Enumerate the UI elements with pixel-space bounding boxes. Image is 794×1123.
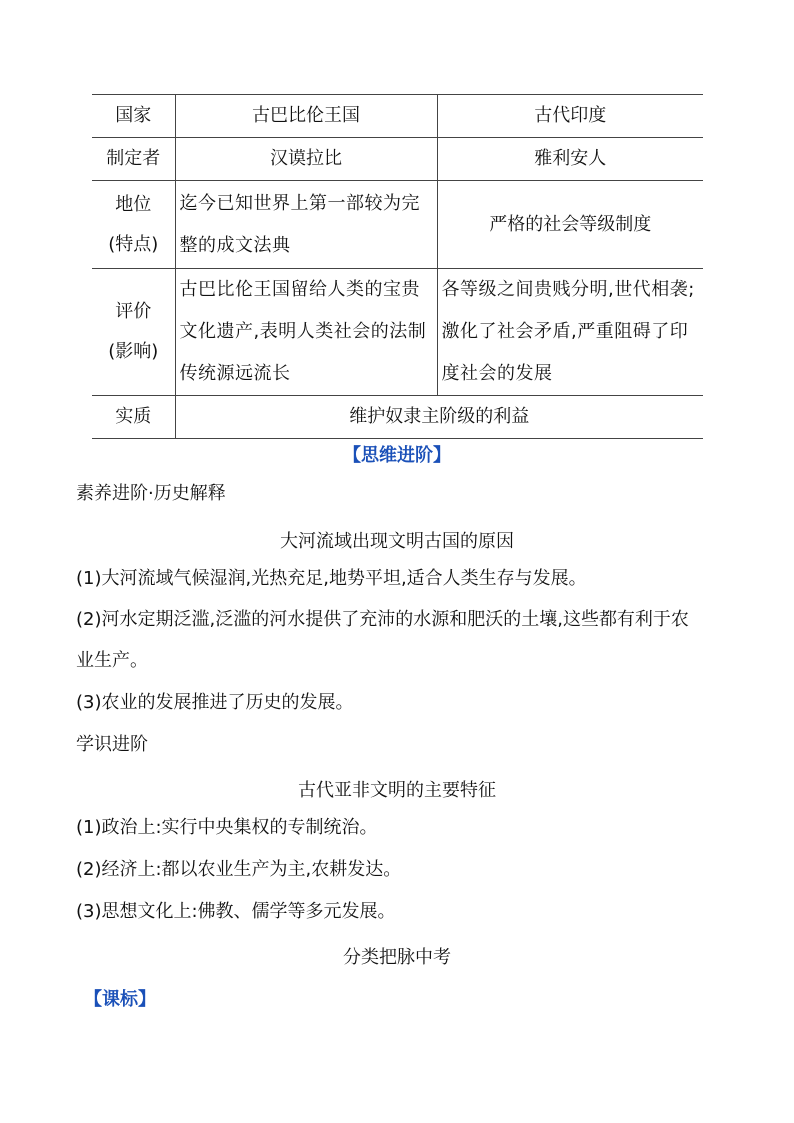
header-india: 古代印度 bbox=[437, 95, 703, 138]
eval-india-line-3: 度社会的发展 bbox=[441, 363, 553, 384]
essence-value: 维护奴隶主阶级的利益 bbox=[175, 396, 703, 439]
header-babylon: 古巴比伦王国 bbox=[175, 95, 437, 138]
knowledge-item-2: (2)经济上:都以农业生产为主,农耕发达。 bbox=[76, 859, 402, 880]
eval-babylon-line-3: 传统源远流长 bbox=[179, 363, 291, 384]
status-label-line-1: 地位 bbox=[115, 193, 152, 215]
curriculum-label: 【课标】 bbox=[84, 989, 156, 1010]
eval-label bbox=[92, 269, 175, 396]
knowledge-item-3: (3)思想文化上:佛教、儒学等多元发展。 bbox=[76, 901, 396, 922]
literacy-label: 素养进阶·历史解释 bbox=[76, 483, 226, 504]
table-row-header bbox=[92, 95, 703, 138]
eval-india-line-1: 各等级之间贵贱分明,世代相袭; bbox=[441, 279, 695, 300]
maker-label: 制定者 bbox=[92, 138, 175, 181]
header-country: 国家 bbox=[92, 95, 175, 138]
status-babylon-line-2: 整的成文法典 bbox=[179, 234, 291, 256]
comparison-table bbox=[92, 94, 703, 439]
status-india: 严格的社会等级制度 bbox=[437, 181, 703, 269]
eval-india-line-2: 激化了社会矛盾,严重阻碍了印 bbox=[441, 321, 689, 342]
status-babylon bbox=[175, 181, 437, 269]
literacy-item-2: (2)河水定期泛滥,泛滥的河水提供了充沛的水源和肥沃的土壤,这些都有利于农 bbox=[76, 609, 689, 630]
table-row-essence bbox=[92, 396, 703, 439]
section-thinking-heading: 【思维进阶】 bbox=[343, 445, 451, 466]
eval-label-line-1: 评价 bbox=[115, 301, 152, 322]
knowledge-title: 古代亚非文明的主要特征 bbox=[298, 780, 496, 801]
eval-label-line-2: (影响) bbox=[108, 341, 159, 362]
table-row-maker bbox=[92, 138, 703, 181]
table-row-status bbox=[92, 181, 703, 269]
classify-title: 分类把脉中考 bbox=[343, 947, 451, 968]
essence-label: 实质 bbox=[92, 396, 175, 439]
status-label-line-2: (特点) bbox=[108, 233, 159, 255]
literacy-title: 大河流域出现文明古国的原因 bbox=[280, 531, 514, 552]
status-babylon-line-1: 迄今已知世界上第一部较为完 bbox=[179, 192, 420, 214]
literacy-item-1: (1)大河流域气候湿润,光热充足,地势平坦,适合人类生存与发展。 bbox=[76, 568, 587, 589]
knowledge-item-1: (1)政治上:实行中央集权的专制统治。 bbox=[76, 817, 378, 838]
eval-babylon-line-1: 古巴比伦王国留给人类的宝贵 bbox=[179, 279, 420, 300]
table-row-eval bbox=[92, 269, 703, 396]
maker-babylon: 汉谟拉比 bbox=[175, 138, 437, 181]
literacy-item-2-cont: 业生产。 bbox=[76, 650, 148, 671]
literacy-item-3: (3)农业的发展推进了历史的发展。 bbox=[76, 692, 354, 713]
eval-babylon-line-2: 文化遗产,表明人类社会的法制 bbox=[179, 321, 427, 342]
maker-india: 雅利安人 bbox=[437, 138, 703, 181]
status-label bbox=[92, 181, 175, 269]
knowledge-label: 学识进阶 bbox=[76, 734, 148, 755]
eval-india bbox=[437, 269, 703, 396]
eval-babylon bbox=[175, 269, 437, 396]
